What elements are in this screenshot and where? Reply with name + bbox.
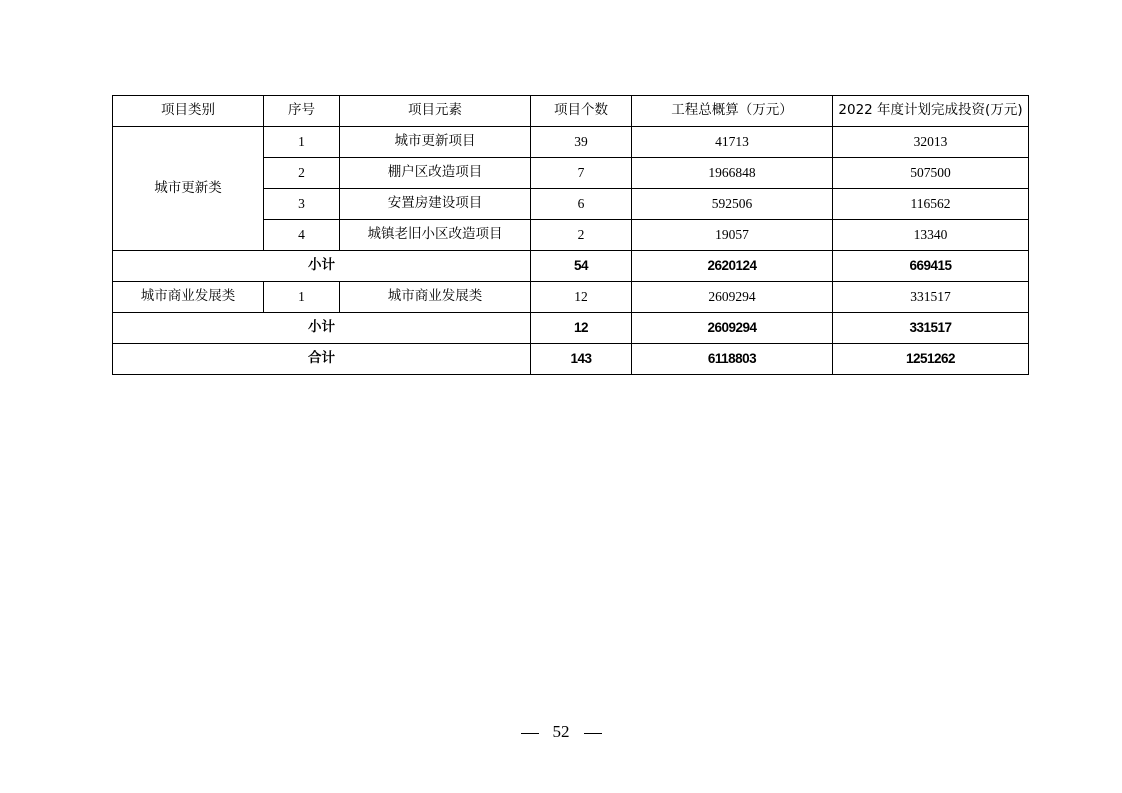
serial-cell: 3 [264,189,340,220]
grand-total-row [113,344,1029,375]
investment-cell: 32013 [833,127,1029,158]
header-2022-planned-investment: 2022 年度计划完成投资(万元) [833,96,1029,127]
dash-right [584,733,602,734]
category-cell: 城市商业发展类 [113,282,264,313]
page-footer [0,722,1122,742]
budget-cell: 19057 [632,220,833,251]
element-cell: 城市商业发展类 [340,282,531,313]
budget-cell: 2609294 [632,282,833,313]
investment-cell: 116562 [833,189,1029,220]
budget-cell: 592506 [632,189,833,220]
table-row [113,127,1029,158]
subtotal-budget: 2620124 [632,251,833,282]
budget-cell: 41713 [632,127,833,158]
investment-cell: 507500 [833,158,1029,189]
header-serial-number: 序号 [264,96,340,127]
subtotal-label: 小计 [113,313,531,344]
count-cell: 6 [531,189,632,220]
header-category: 项目类别 [113,96,264,127]
grand-total-budget: 6118803 [632,344,833,375]
serial-cell: 4 [264,220,340,251]
header-project-count: 项目个数 [531,96,632,127]
budget-cell: 1966848 [632,158,833,189]
serial-cell: 1 [264,127,340,158]
count-cell: 12 [531,282,632,313]
element-cell: 城市更新项目 [340,127,531,158]
grand-total-investment: 1251262 [833,344,1029,375]
investment-cell: 331517 [833,282,1029,313]
count-cell: 7 [531,158,632,189]
subtotal-investment: 669415 [833,251,1029,282]
subtotal-count: 54 [531,251,632,282]
header-total-budget: 工程总概算（万元） [632,96,833,127]
subtotal-count: 12 [531,313,632,344]
investment-cell: 13340 [833,220,1029,251]
subtotal-investment: 331517 [833,313,1029,344]
serial-cell: 1 [264,282,340,313]
element-cell: 棚户区改造项目 [340,158,531,189]
page-number: 52 [552,722,570,741]
header-project-element: 项目元素 [340,96,531,127]
table-row [113,282,1029,313]
serial-cell: 2 [264,158,340,189]
subtotal-label: 小计 [113,251,531,282]
count-cell: 2 [531,220,632,251]
element-cell: 安置房建设项目 [340,189,531,220]
dash-left [521,733,539,734]
subtotal-budget: 2609294 [632,313,833,344]
category-cell: 城市更新类 [113,127,264,251]
project-investment-table [112,95,1029,375]
grand-total-count: 143 [531,344,632,375]
subtotal-row [113,251,1029,282]
subtotal-row [113,313,1029,344]
grand-total-label: 合计 [113,344,531,375]
element-cell: 城镇老旧小区改造项目 [340,220,531,251]
count-cell: 39 [531,127,632,158]
table-header-row [113,96,1029,127]
